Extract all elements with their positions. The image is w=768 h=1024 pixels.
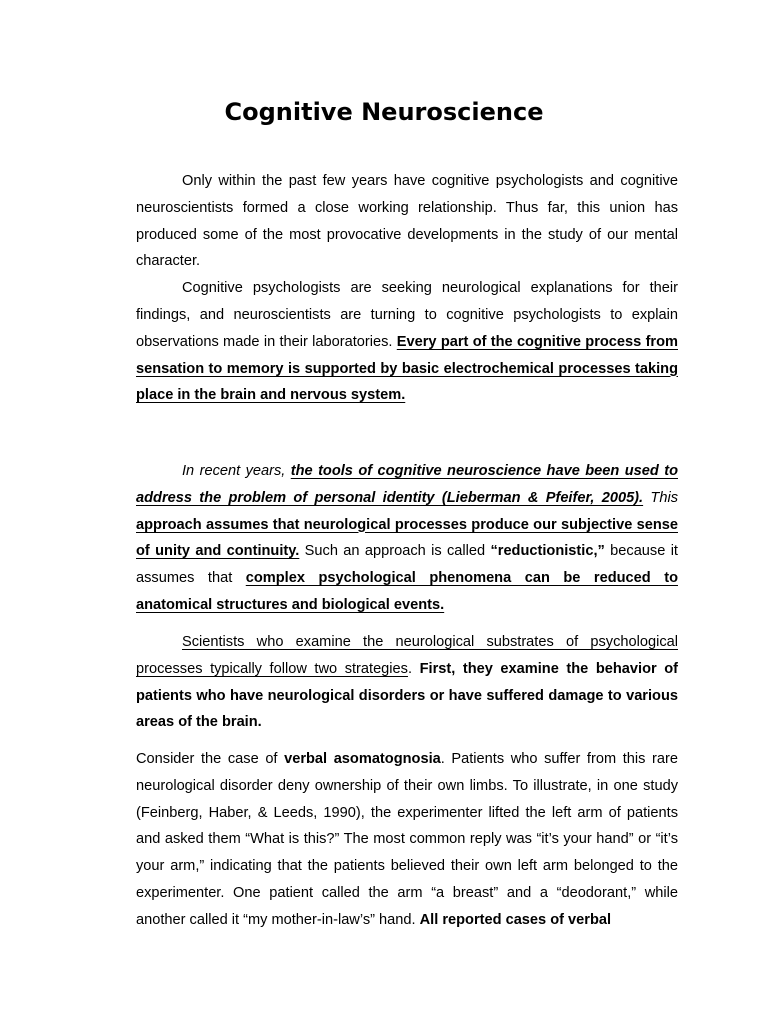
asomatognosia-intro-text: Consider the case of — [136, 751, 285, 767]
asomatognosia-term: verbal asomatognosia — [284, 751, 441, 767]
asomatognosia-emphasis: All reported cases of verbal — [419, 911, 612, 928]
paragraph-explanations-text: Cognitive psychologists are seeking neurological explanations for their findings, and neuroscientists are turning to cognitive psychologists to explain observations made in their laboratories. — [136, 280, 678, 350]
body-section-intro — [136, 168, 678, 409]
paragraph-explanations-emphasis: Every part of the cognitive process from sensation to memory is supported by basic electrochemical processes taking place in the brain and nervous system. — [136, 333, 678, 404]
identity-this-text: This — [643, 489, 679, 506]
body-section-asomatognosia — [136, 746, 678, 934]
paragraph-intro: Only within the past few years have cognitive psychologists and cognitive neuroscientists formed a close working relationship. Thus far, this union has produced some of the most provocative developments in the study of our mental character. — [136, 173, 678, 270]
paragraph-strategies — [136, 629, 678, 736]
strategies-period: . — [407, 660, 420, 677]
strategies-underlined-text: Scientists who examine the neurological substrates of psychological processes typically follow two strategies — [136, 634, 678, 677]
paragraph-asomatognosia — [136, 746, 678, 934]
identity-phenomena-emphasis: complex psychological phenomena can be reduced to anatomical structures and biological events. — [136, 570, 678, 613]
identity-because-text: because it assumes that — [136, 543, 678, 587]
identity-called-text: Such an approach is called — [299, 543, 491, 560]
paragraph-explanations — [136, 275, 678, 409]
strategies-first-emphasis: First, they examine the behavior of patients who have neurological disorders or have suffered damage to various areas of the brain. — [136, 660, 678, 731]
paragraph-identity — [136, 458, 678, 619]
asomatognosia-body-text: . Patients who suffer from this rare neurological disorder deny ownership of their own limbs. To illustrate, in one study (Feinberg, Haber, & Leeds, 1990), the experimenter lifted the left arm of patients and asked them “What is this?” The most common reply was “it’s your hand” or “it’s your arm,” indicating that the patients believed their own left arm belonged to the experimenter. One patient called the arm “a breast” and a “deodorant,” while another called it “my mother-in-law’s” hand. — [136, 751, 678, 928]
body-section-strategies — [136, 629, 678, 736]
identity-approach-emphasis: approach assumes that neurological processes produce our subjective sense of unity and continuity. — [136, 516, 678, 560]
identity-reductionistic-term: “reductionistic,” — [490, 543, 605, 560]
body-section-identity — [136, 458, 678, 619]
identity-intro-text: In recent years, — [182, 463, 291, 479]
identity-tools-emphasis: the tools of cognitive neuroscience have been used to address the problem of personal identity (Lieberman & Pfeifer, 2005). — [136, 463, 678, 506]
page-title: Cognitive Neuroscience — [224, 98, 544, 126]
